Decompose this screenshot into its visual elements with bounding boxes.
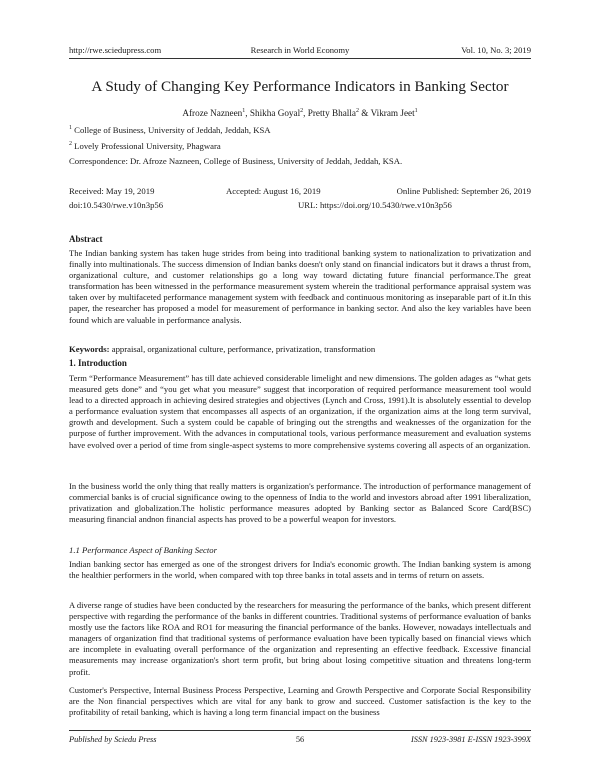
affiliation-mark: 1 <box>69 125 72 132</box>
affiliation-text: Lovely Professional University, Phagwara <box>74 141 221 151</box>
subsection-paragraph-3: Customer's Perspective, Internal Business Process Perspective, Learning and Growth Perspective and Corporate Social Responsibility are the Non financial perspectives which are vital for any bank to grow and succeed. Customer satisfaction is the key to the profitability of retail banking, which is having a long term financial impact on the business <box>69 685 531 718</box>
running-header <box>69 45 531 59</box>
subsection-paragraph-1: Indian banking sector has emerged as one of the strongest drivers for India's economic growth. The Indian banking system is among the healthier performers in the world, when compared with top three banks in total assets and in terms of return on assets. <box>69 559 531 581</box>
author-name: Shikha Goyal <box>249 108 301 119</box>
received-date: Received: May 19, 2019 <box>69 186 155 196</box>
author-separator: , <box>303 108 308 119</box>
author-list <box>50 108 550 118</box>
journal-name: Research in World Economy <box>250 45 350 55</box>
correspondence: Correspondence: Dr. Afroze Nazneen, College of Business, University of Jeddah, Jeddah, KSA. <box>69 156 403 166</box>
keywords-text: appraisal, organizational culture, performance, privatization, transformation <box>109 344 376 354</box>
author-name: Pretty Bhalla <box>307 108 356 119</box>
author-affiliation-mark: 2 <box>355 108 359 114</box>
journal-url[interactable]: http://rwe.sciedupress.com <box>69 45 162 55</box>
author-separator: , <box>245 108 250 119</box>
keywords-label: Keywords: <box>69 344 110 354</box>
affiliation-text: College of Business, University of Jeddah, Jeddah, KSA <box>74 125 271 135</box>
introduction-paragraph-1: Term “Performance Measurement” has till date achieved considerable limelight and new dimensions. The golden adages as “what gets measured gets done” and “you get what you measure” suggest that incorporation of required performance measurement tool would lead to a directed approach in achieving desired strategies and objectives (Lynch and Cross, 1991).It is absolutely essential to develop a performance evaluation system that encompasses all aspects of an organization, if the organization aims at the long term survival, growth and development. Such a system could be capable of bringing out the strengths and weaknesses of the organization for the purpose of further improvement. With the advances in computational tools, various performance measurement and evaluation systems have evolved over a period of time from single-aspect systems to more comprehensive systems covering all aspects of an organization. <box>69 373 531 450</box>
footer-divider <box>69 730 531 731</box>
accepted-date: Accepted: August 16, 2019 <box>226 186 321 196</box>
keywords <box>69 344 375 354</box>
issn: ISSN 1923-3981 E-ISSN 1923-399X <box>410 735 531 744</box>
published-date: Online Published: September 26, 2019 <box>396 186 531 196</box>
dates-row <box>69 186 531 198</box>
page-footer <box>69 735 531 747</box>
publisher: Published by Sciedu Press <box>69 735 157 744</box>
doi-row <box>69 200 531 212</box>
author-affiliation-mark: 1 <box>414 108 418 114</box>
author-name: Afroze Nazneen <box>182 108 243 119</box>
introduction-heading: 1. Introduction <box>69 358 127 368</box>
subsection-paragraph-2: A diverse range of studies have been conducted by the researchers for measuring the performance of the banks, which present different perspective with regarding the performance of the banks in different countries. Traditional systems of performance evaluation of banks mostly use the factors like ROA and RO1 for measuring the financial performance of the banks. However, nowadays intellectuals and managers of organization find that traditional systems of performance evaluation have been typically based on financial views which are incomplete in evaluating overall performance of the organization and representing an effective feedback. Excessive financial measurements may increase organization's short term profit, but bring about losing competitive situation and threatens long-term profit. <box>69 600 531 677</box>
doi[interactable]: doi:10.5430/rwe.v10n3p56 <box>69 200 164 210</box>
introduction-paragraph-2: In the business world the only thing that really matters is organization's performance. The introduction of performance management of commercial banks is of crucial significance owing to the openness of India to the world and investors abroad after 1991 liberalization, privatization and globalization.The holistic performance measures adopted by Banking sector as Balanced Score Card(BSC) measuring financial andnon financial aspects has proved to be a powerful weapon for investors. <box>69 481 531 525</box>
affiliation-1 <box>69 125 271 135</box>
affiliation-mark: 2 <box>69 141 72 148</box>
subsection-heading: 1.1 Performance Aspect of Banking Sector <box>69 545 217 555</box>
journal-issue: Vol. 10, No. 3; 2019 <box>461 45 531 55</box>
abstract-text: The Indian banking system has taken huge strides from being into traditional banking system to nationalization to privatization and finally into multinationals. The success dimension of Indian banks doesn't only stand on financial indicators but it draws a thrust from, organizational culture, and customer relationships go a long way toward dictating future financial performance.The great transformation has been witnessed in the performance measurement system wherein the traditional performance appraisal system was taken over by multifaceted performance management system with feedback and continuous monitoring as inseparable part of it.In this paper, the researcher has proposed a model for measurement of performance in banking sector. And also the key variables have been found which are valuable in performance analysis. <box>69 248 531 325</box>
affiliation-2 <box>69 141 221 151</box>
author-affiliation-mark: 1 <box>242 108 246 114</box>
abstract-heading: Abstract <box>69 234 103 244</box>
paper-title: A Study of Changing Key Performance Indicators in Banking Sector <box>91 78 509 95</box>
page-number: 56 <box>295 735 305 744</box>
doi-url[interactable]: URL: https://doi.org/10.5430/rwe.v10n3p56 <box>298 200 452 210</box>
author-affiliation-mark: 2 <box>300 108 304 114</box>
author-name: Vikram Jeet <box>370 108 415 119</box>
header-divider <box>69 58 531 59</box>
author-separator: & <box>358 108 371 119</box>
